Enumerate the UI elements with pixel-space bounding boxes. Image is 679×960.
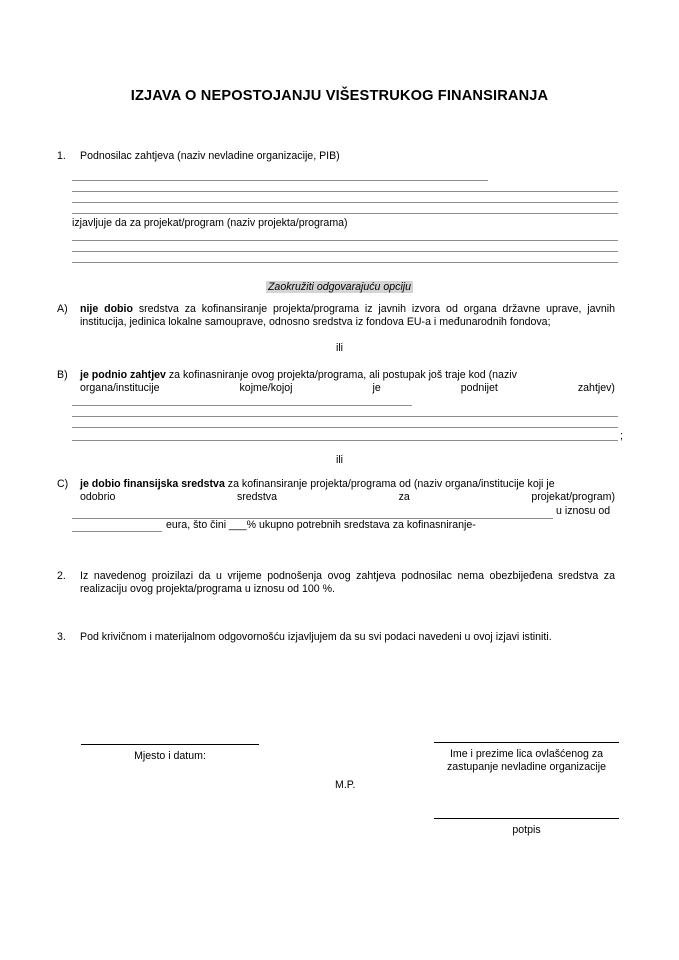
option-c-word: projekat/program) bbox=[531, 491, 615, 503]
signature-line[interactable] bbox=[434, 818, 619, 819]
item-3-number: 3. bbox=[57, 631, 66, 643]
option-c-word: sredstva bbox=[236, 491, 277, 503]
instruction-text: Zaokružiti odgovarajuću opciju bbox=[267, 281, 412, 293]
option-c-letter: C) bbox=[57, 478, 69, 490]
representative-line[interactable] bbox=[434, 742, 619, 743]
item-1-number: 1. bbox=[57, 150, 66, 162]
option-b-bold: je podnio zahtjev bbox=[80, 369, 166, 381]
item-1-lead-text: Podnosilac zahtjeva (naziv nevladine organizacije, PIB) bbox=[80, 150, 340, 162]
option-b-rest: za kofinasniranje ovog projekta/programa, ali postupak još traje kod (naziv bbox=[165, 369, 517, 381]
stamp-label: M.P. bbox=[335, 779, 356, 791]
option-b-trailing-punct: ; bbox=[620, 430, 623, 442]
option-c-line4: eura, što čini ___% ukupno potrebnih sredstava za kofinasniranje- bbox=[166, 519, 476, 531]
option-b-word: organa/institucije bbox=[80, 382, 160, 394]
fill-in-rule[interactable] bbox=[72, 427, 618, 428]
option-c-word: za bbox=[398, 491, 410, 503]
option-a-text bbox=[80, 303, 615, 329]
separator-ili-1: ili bbox=[335, 342, 344, 354]
option-b-text-line1 bbox=[80, 369, 615, 382]
option-c-word: odobrio bbox=[80, 491, 116, 503]
option-a-bold: nije dobio bbox=[80, 303, 133, 315]
signature-label: potpis bbox=[512, 824, 541, 836]
option-b-word: podnijet bbox=[460, 382, 498, 394]
fill-in-rule[interactable] bbox=[72, 531, 162, 532]
option-b-word: zahtjev) bbox=[577, 382, 615, 394]
option-b-word: je bbox=[372, 382, 381, 394]
place-date-label: Mjesto i datum: bbox=[134, 750, 206, 762]
item-2-number: 2. bbox=[57, 570, 66, 582]
option-a-letter: A) bbox=[57, 303, 68, 315]
option-b-text-line2 bbox=[80, 382, 615, 395]
representative-label: Ime i prezime lica ovlašćenog za zastupanje nevladine organizacije bbox=[446, 748, 606, 774]
option-b-word: kojme/kojoj bbox=[239, 382, 293, 394]
option-c-bold: je dobio finansijska sredstva bbox=[80, 478, 225, 490]
option-c-rest: za kofinansiranje projekta/programa od (naziv organa/institucije koji je bbox=[224, 478, 555, 490]
separator-ili-2: ili bbox=[335, 454, 344, 466]
fill-in-rule[interactable] bbox=[72, 213, 618, 214]
option-c-line3-tail: u iznosu od bbox=[556, 505, 611, 517]
fill-in-rule[interactable] bbox=[72, 240, 618, 241]
fill-in-rule[interactable] bbox=[72, 180, 488, 181]
fill-in-rule[interactable] bbox=[72, 405, 412, 406]
item-3-text: Pod krivičnom i materijalnom odgovornošću izjavljujem da su svi podaci navedeni u ovoj izjavi istiniti. bbox=[80, 631, 552, 643]
fill-in-rule[interactable] bbox=[72, 191, 618, 192]
fill-in-rule[interactable] bbox=[72, 251, 618, 252]
page-title: IZJAVA O NEPOSTOJANJU VIŠESTRUKOG FINANSIRANJA bbox=[130, 88, 549, 104]
fill-in-rule[interactable] bbox=[72, 262, 618, 263]
fill-in-rule[interactable] bbox=[72, 416, 618, 417]
instruction-note bbox=[0, 281, 679, 294]
item-2-text: Iz navedenog proizilazi da u vrijeme podnošenja ovog zahtjeva podnosilac nema obezbijeđena sredstva za realizaciju ovog projekta/programa u iznosu od 100 %. bbox=[80, 570, 615, 596]
option-c-text-line2 bbox=[80, 491, 615, 504]
fill-in-rule[interactable] bbox=[72, 202, 618, 203]
item-1-second-lead-text: izjavljuje da za projekat/program (naziv projekta/programa) bbox=[72, 217, 348, 229]
option-a-rest: sredstva za kofinansiranje projekta/programa iz javnih izvora od organa državne uprave, javnih institucija, jedinica lokalne samouprave, odnosno sredstva iz fondova EU-a i međunarodnih fondova; bbox=[80, 303, 615, 329]
fill-in-rule[interactable] bbox=[72, 440, 618, 441]
place-date-line[interactable] bbox=[81, 744, 259, 745]
option-b-letter: B) bbox=[57, 369, 68, 381]
option-c-text-line1 bbox=[80, 478, 615, 491]
